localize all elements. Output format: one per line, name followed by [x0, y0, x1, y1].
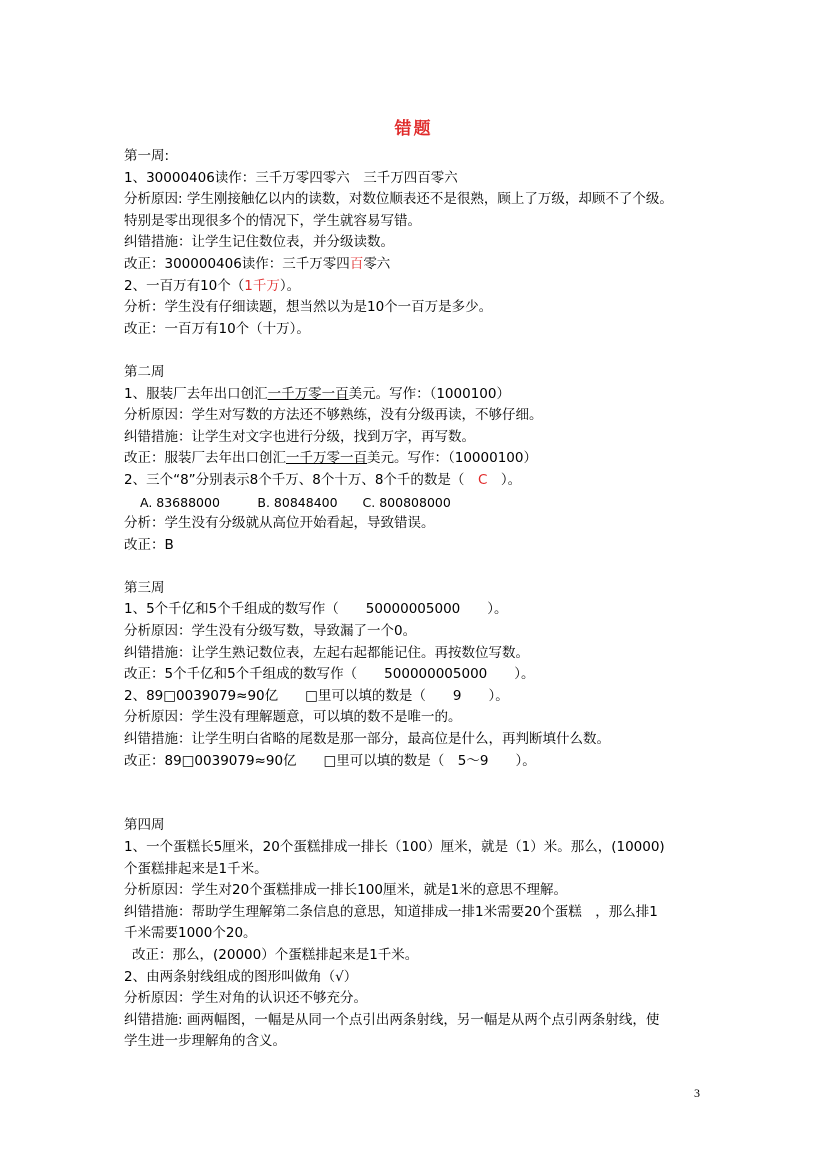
- week3-line-6: 分析原因：学生没有理解题意，可以填的数不是唯一的。: [124, 709, 462, 726]
- week2-line-8: 改正：B: [124, 536, 174, 553]
- week2-line-1-underlined: 一千万零一百: [267, 385, 349, 402]
- week4-line-10: 学生进一步理解角的含义。: [124, 1033, 286, 1050]
- week1-line-5: [124, 254, 724, 276]
- week1-line-5-correction: 百: [349, 255, 364, 272]
- week2-line-1-text: 1、服装厂去年出口创汇: [124, 385, 268, 402]
- week2-line-5-answer: C: [477, 471, 488, 488]
- week4-line-3: 分析原因：学生对20个蛋糕排成一排长100厘米，就是1米的意思不理解。: [124, 882, 568, 899]
- week2-line-3: 纠错措施：让学生对文字也进行分级，找到万字，再写数。: [124, 428, 475, 445]
- week4-heading: 第四周: [124, 817, 165, 834]
- spacer: [124, 340, 724, 362]
- week1-line-6-tail: ）。: [279, 277, 301, 294]
- page-title: 错题: [394, 119, 433, 139]
- week3-line-5: 2、89□0039079≈90亿 □里可以填的数是（ 9 ）。: [124, 687, 509, 704]
- week4-line-6: 改正：那么，(20000）个蛋糕排起来是1千米。: [132, 946, 419, 963]
- document-body: [124, 146, 724, 1053]
- week4-line-4: 纠错措施：帮助学生理解第二条信息的意思，知道排成一排1米需要20个蛋糕 ，那么排1: [124, 903, 658, 920]
- week4-line-2: 个蛋糕排起来是1千米。: [124, 860, 268, 877]
- week2-line-1-tail: 美元。写作：（1000100）: [348, 385, 510, 402]
- week2-line-1: [124, 384, 724, 406]
- week4-line-8: 分析原因：学生对角的认识还不够充分。: [124, 990, 367, 1007]
- week1-line-8: 改正：一百万有10个（十万）。: [124, 320, 310, 337]
- week1-line-2: 分析原因: 学生刚接触亿以内的读数，对数位顺表还不是很熟，顾上了万级，却顾不了个级。: [124, 191, 673, 208]
- week3-line-8: 改正：89□0039079≈90亿 □里可以填的数是（ 5～9 ）。: [124, 752, 536, 769]
- week1-line-6-answer: 1千万: [244, 277, 280, 294]
- week1-line-1: 1、30000406读作：三千万零四零六 三千万四百零六: [124, 169, 458, 186]
- week4-line-7: 2、由两条射线组成的图形叫做角（√）: [124, 968, 358, 985]
- week3-heading: 第三周: [124, 579, 165, 596]
- week2-heading: 第二周: [124, 363, 165, 380]
- page-number: 3: [694, 1086, 700, 1100]
- spacer: [124, 772, 724, 815]
- week2-options: A. 83688000 B. 80848400 C. 800808000: [140, 494, 451, 510]
- week2-line-7: 分析：学生没有分级就从高位开始看起，导致错误。: [124, 515, 435, 532]
- week3-line-4: 改正：5个千亿和5个千组成的数写作（ 500000005000 ）。: [124, 666, 535, 683]
- week2-line-4: [124, 448, 724, 470]
- week4-line-5: 千米需要1000个20。: [124, 925, 257, 942]
- week2-line-2: 分析原因：学生对写数的方法还不够熟练，没有分级再读，不够仔细。: [124, 407, 543, 424]
- week3-line-2: 分析原因：学生没有分级写数，导致漏了一个0。: [124, 623, 417, 640]
- week4-line-1: 1、一个蛋糕长5厘米，20个蛋糕排成一排长（100）厘米，就是（1）米。那么，(10000): [124, 839, 665, 855]
- week1-line-3: 特别是零出现很多个的情况下，学生就容易写错。: [124, 212, 421, 229]
- week2-line-5: [124, 470, 724, 492]
- week2-line-5-text: 2、三个“8”分别表示8个千万、8个十万、8个千的数是（: [124, 471, 478, 488]
- week1-line-5-tail: 零六: [363, 255, 391, 272]
- week1-line-6: [124, 276, 724, 298]
- week3-line-7: 纠错措施：让学生明白省略的尾数是那一部分，最高位是什么，再判断填什么数。: [124, 731, 610, 748]
- week3-line-3: 纠错措施：让学生熟记数位表，左起右起都能记住。再按数位写数。: [124, 644, 529, 661]
- week2-line-4-text: 改正：服装厂去年出口创汇: [124, 450, 286, 467]
- week4-line-9: 纠错措施: 画两幅图，一幅是从同一个点引出两条射线，另一幅是从两个点引两条射线，使: [124, 1011, 660, 1028]
- week1-line-4: 纠错措施：让学生记住数位表，并分级读数。: [124, 234, 394, 251]
- week1-line-5-text: 改正：300000406读作：三千万零四: [124, 255, 350, 272]
- week1-line-6-text: 2、一百万有10个（: [124, 277, 245, 294]
- week2-line-4-tail: 美元。写作：（10000100）: [367, 450, 537, 467]
- week2-line-5-tail: ）。: [487, 471, 522, 488]
- week2-line-4-underlined: 一千万零一百: [286, 450, 367, 467]
- spacer: [124, 556, 724, 578]
- week3-line-1: 1、5个千亿和5个千组成的数写作（ 50000005000 ）。: [124, 601, 508, 618]
- week1-line-7: 分析：学生没有仔细读题，想当然以为是10个一百万是多少。: [124, 299, 493, 316]
- week1-heading: 第一周:: [124, 148, 170, 164]
